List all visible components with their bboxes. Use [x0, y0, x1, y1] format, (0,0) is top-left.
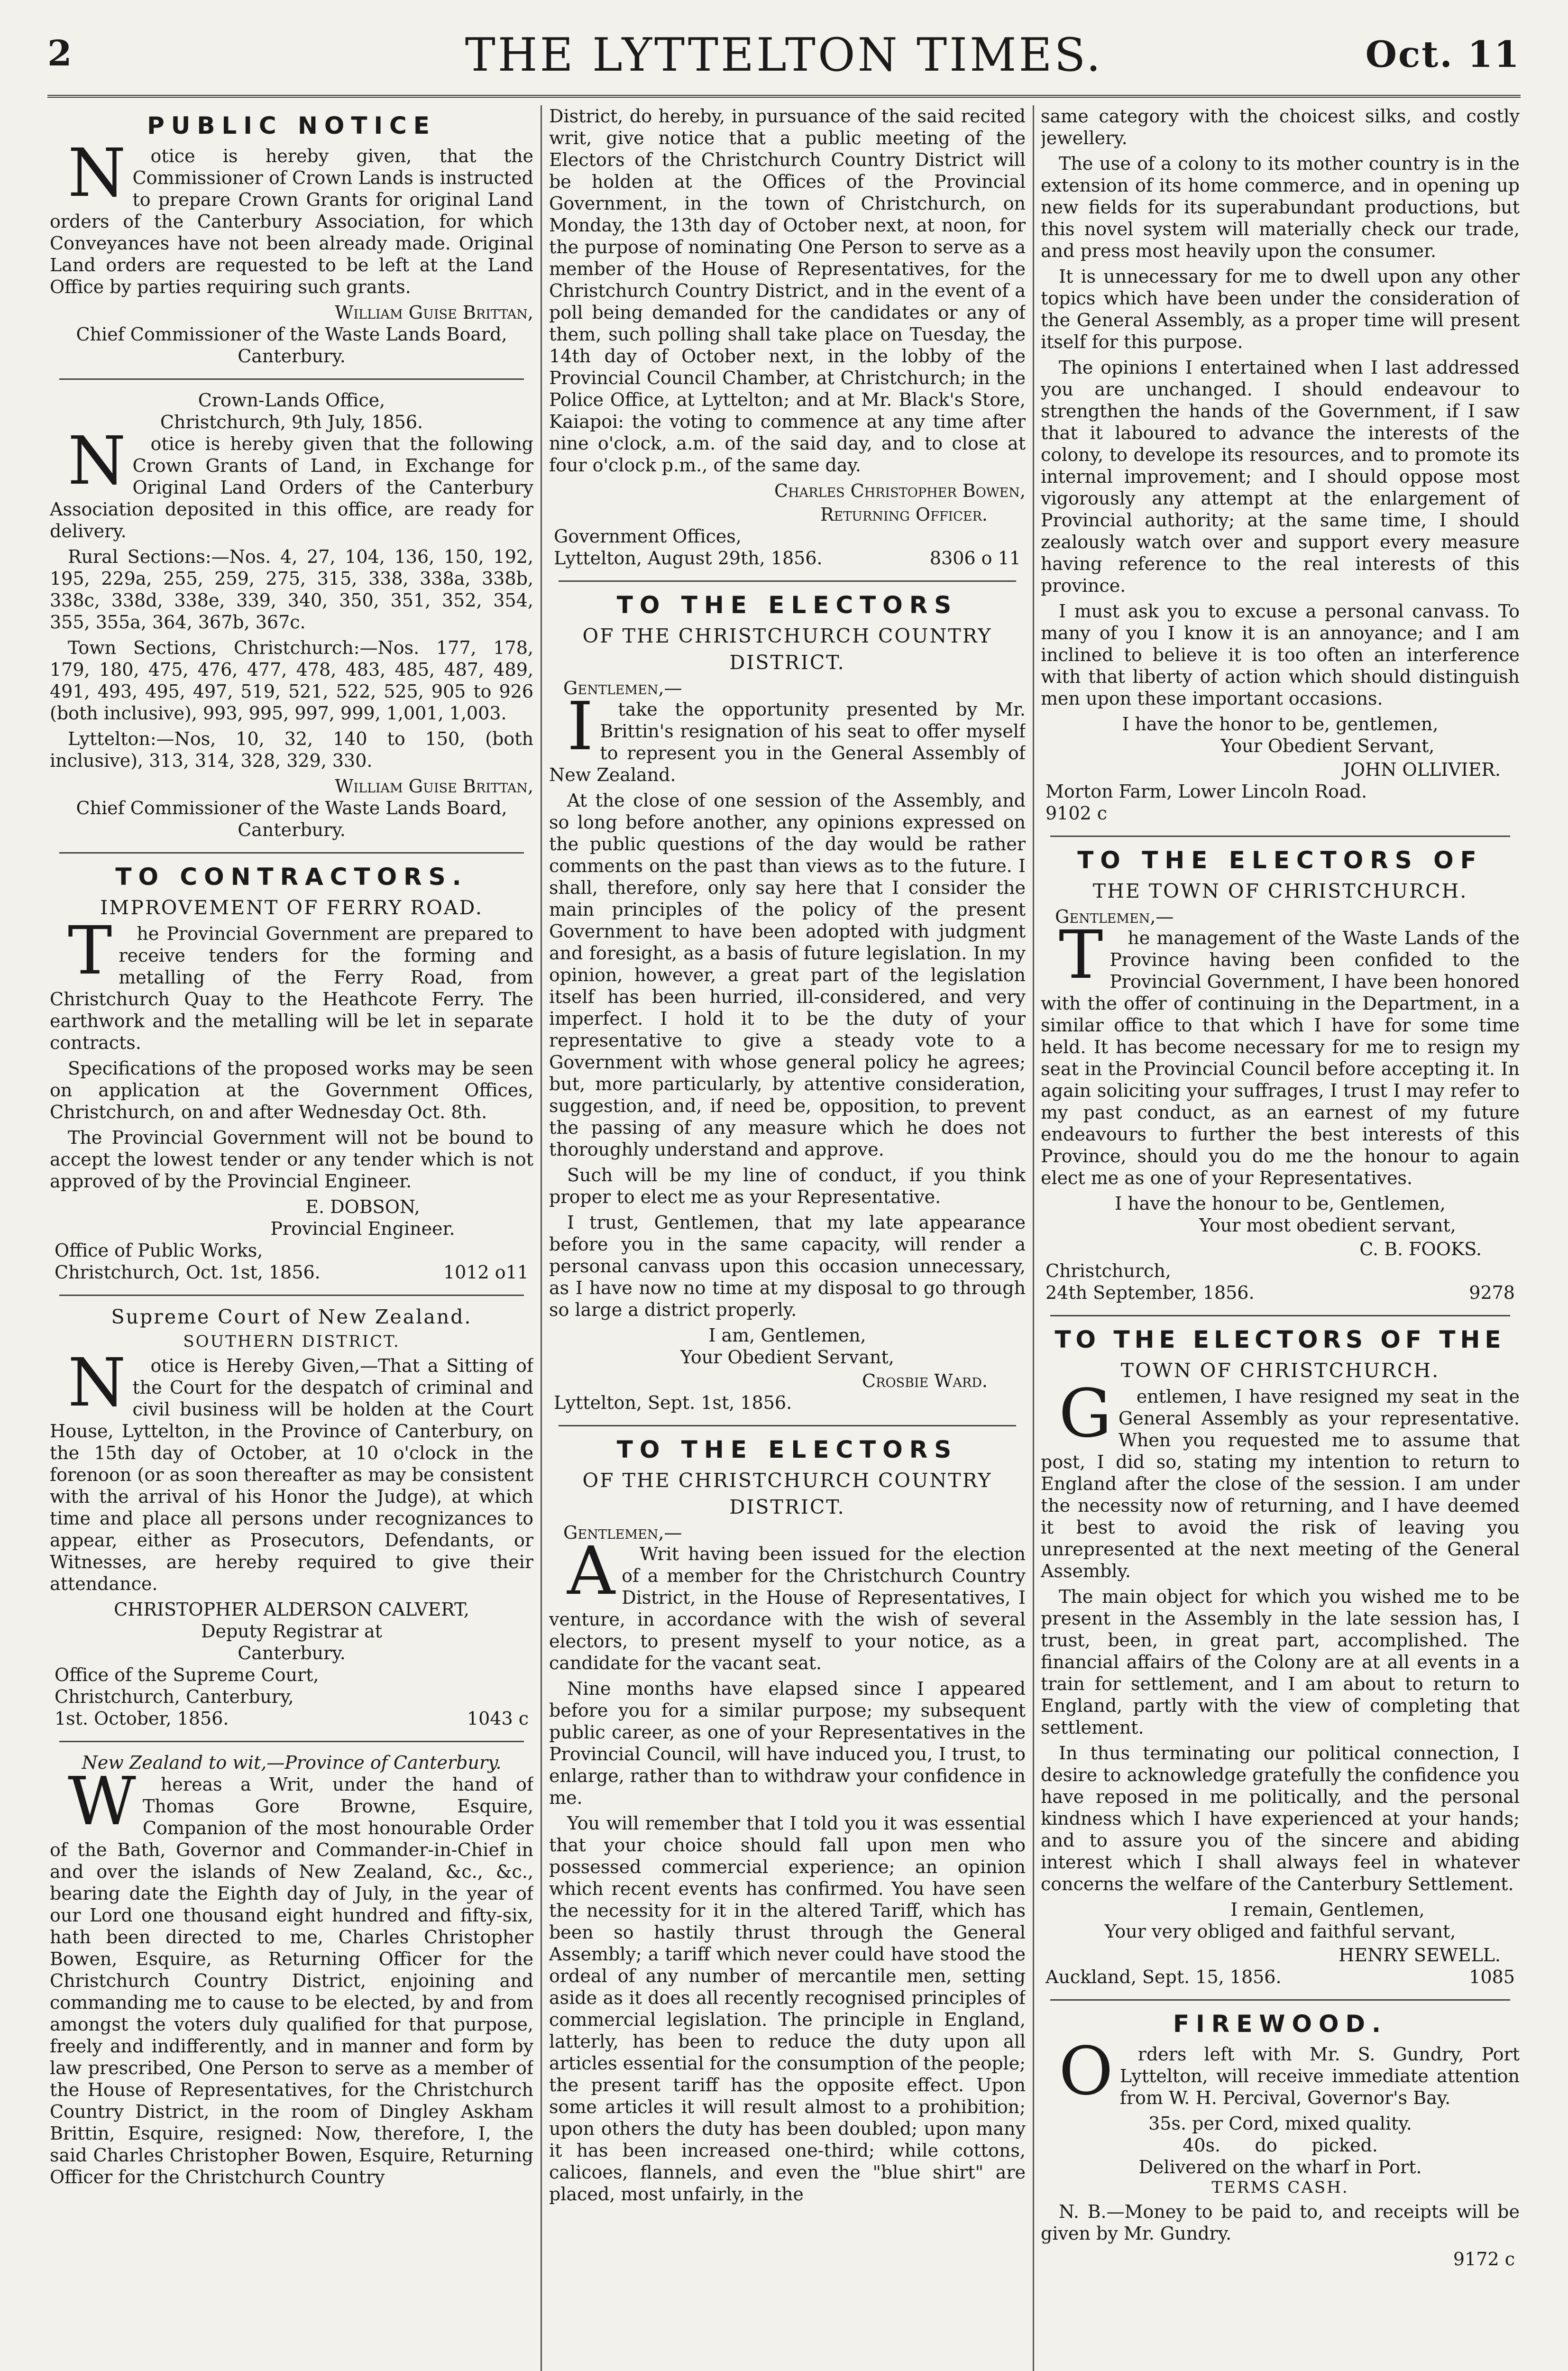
date-line [1041, 1282, 1520, 1304]
divider [59, 1741, 524, 1742]
date-line [549, 547, 1026, 569]
signature-title: Provincial Engineer. [270, 1218, 455, 1239]
divider [1050, 1999, 1510, 2001]
date: Auckland, Sept. 15, 1856. [1045, 1967, 1282, 1987]
ad-body: Gentlemen, I have resigned my seat in the General Assembly as your representative. When you requested me to assume that post, I did so, stating my intention to return to England after the close of the session. I am under the necessity now of returning, and I have deemed it best to avoid the risk of leaving you unrepresented at the next meeting of the General Assembly. [1041, 1375, 1520, 1581]
header-rule [47, 95, 1521, 98]
place-date: Christchurch, 9th July, 1856. [160, 412, 423, 432]
ad-body: The management of the Waste Lands of the Province having been confided to the Provincial Government, I have been honored with the offer of continuing in the Department, in a similar office to that which I have for some time held. It has become necessary for me to resign my seat in the Provincial Council before accepting it. In again soliciting your suffrages, I trust I may refer to my past conduct, as an earnest of my future endeavours to further the best interests of this Province, should you do me the honour to again elect me as one of your Representatives. [1041, 917, 1520, 1188]
signature-name: Charles Christopher Bowen, [774, 480, 1026, 501]
ad-body: The use of a colony to its mother country is in the extension of its home commerce, and in opening up new fields for its superabundant productions, but this novel system will materially check our trade, and press most heavily upon the consumer. [1041, 153, 1520, 261]
greeting: Gentlemen,— [563, 1522, 682, 1543]
firewood-ad [1041, 2010, 1520, 2270]
ad-body: same category with the choicest silks, and costly jewellery. [1041, 106, 1520, 148]
writ-ad [50, 1752, 533, 2188]
office: Office of the Supreme Court, [55, 1664, 319, 1685]
newspaper-title: THE LYTTELTON TIMES. [465, 28, 1103, 82]
ad-body: District, do hereby, in pursuance of the said recited writ, give notice that a public meeting of the Electors of the Christchurch Country District will be holden at the Offices of the Provincial Government, in the town of Christchurch, on Monday, the 13th day of October next, at noon, for the purpose of nominating One Person to serve as a member of the House of Representatives, for the Christchurch Country District, and in the event of a poll being demanded for the candidates or any of them, such polling shall take place on Tuesday, the 14th day of October next, in the lobby of the Provincial Council Chamber, at Christchurch; in the Police Office, at Lyttelton; and at Mr. Black's Store, Kaiapoi: the voting to commence at any time after nine o'clock, a.m. of the said day, and to close at four o'clock p.m., of the same day. [549, 106, 1026, 476]
closing: Your Obedient Servant, [680, 1347, 894, 1368]
rural-sections: Rural Sections:—Nos. 4, 27, 104, 136, 150, 192, 195, 229a, 255, 259, 275, 315, 338, 338a, 338b, 338c, 338d, 338e, 339, 340, 350, 351, 352, 354, 355, 355a, 364, 367b, 367c. [50, 546, 533, 633]
date: Christchurch, Oct. 1st, 1856. [55, 1262, 321, 1283]
ad-body: In thus terminating our political connection, I desire to acknowledge gratefully the confidence you have reposed in me politically, and the personal kindness which I have experienced at your hands; and to assure you of the sincere and abiding interest which I shall always feel in whatever concerns the welfare of the Canterbury Settlement. [1041, 1743, 1520, 1894]
terms-line: TERMS CASH. [1211, 2178, 1349, 2197]
signature-name: E. DOBSON, [305, 1196, 420, 1217]
ad-subheading: OF THE CHRISTCHURCH COUNTRY [582, 1469, 992, 1492]
greeting: Gentlemen,— [563, 678, 682, 698]
ad-body: You will remember that I told you it was essential that your choice should fall upon men who possessed commercial experience; an opinion which recent events has confirmed. You have seen the necessity for it in the altered Tariff, which has been so hastily thrust through the General Assembly; a tariff which never could have stood the ordeal of any number of mercantile men, setting aside as it does all recently recognised principles of commercial legislation. The principle in England, latterly, has been to reduce the duty upon all articles essential for the consumption of the people; the present tariff has the opposite effect. Upon some articles it will result almost to a prohibition; upon others the duty has been doubled; upon many it has been increased one-third; while cottons, calicoes, flannels, and even the "blue shirt" are placed, most unfairly, in the [549, 1813, 1026, 2205]
ollivier-continued [1041, 105, 1520, 824]
ad-subheading: TOWN OF CHRISTCHURCH. [1120, 1359, 1440, 1382]
ad-body: AWrit having been issued for the election of a member for the Christchurch Country District, in the House of Representatives, I venture, in accordance with the wish of several electors, to present myself to your notice, as a candidate for the vacant seat. [549, 1533, 1026, 1673]
office-line [50, 1664, 533, 1686]
ad-body: Notice is hereby given, that the Commissioner of Crown Lands is instructed to prepare Crown Grants for original Land orders of the Canterbury Association, for which Conveyances have not been already made. Original Land orders are requested to be left at the Land Office by parties requiring such grants. [50, 135, 533, 297]
divider [59, 378, 524, 380]
ad-body: The Provincial Government are prepared to receive tenders for the forming and metalling of the Ferry Road, from Christchurch Quay to the Heathcote Ferry. The earthwork and the metalling will be let in separate contracts. [50, 912, 533, 1053]
ad-code: 9278 [1469, 1282, 1515, 1303]
office-line [50, 1240, 533, 1261]
ad-body: Whereas a Writ, under the hand of Thomas Gore Browne, Esquire, Companion of the most honourable Order of the Bath, Governor and Commander-in-Chief in and over the islands of New Zealand, &c., &c., bearing date the Eighth day of July, in the year of our Lord one thousand eight hundred and fifty-six, hath been directed to me, Charles Christopher Bowen, Esquire, as Returning Officer for the Christchurch Country District, enjoining and commanding me to cause to be elected, by and from amongst the voters duly qualified for that purpose, freely and indifferently, and in manner and form by law prescribed, One Person to serve as a member of the House of Representatives, for the Christchurch Country District, in the room of Dingley Askham Brittin, Esquire, resigned: Now, therefore, I, the said Charles Christopher Bowen, Esquire, Returning Officer for the Christchurch Country [50, 1763, 533, 2187]
ad-body: Itake the opportunity presented by Mr. Brittin's resignation of his seat to offer myself to represent you in the General Assembly of New Zealand. [549, 688, 1026, 785]
divider [1050, 836, 1510, 837]
date-line [1041, 1966, 1520, 1988]
ad-body: I must ask you to excuse a personal canvass. To many of you I know it is an annoyance; and I am inclined to believe it is too often an interference with that liberty of action which should distinguish men upon these important occasions. [1041, 601, 1520, 709]
address-line [1041, 781, 1520, 802]
office: Christchurch, Canterbury, [55, 1686, 294, 1707]
closing: I remain, Gentlemen, [1230, 1899, 1425, 1920]
ad-body: Notice is hereby given that the following Crown Grants of Land, in Exchange for Original Land Orders of the Canterbury Association deposited in this office, are ready for delivery. [50, 423, 533, 542]
date: 1st. October, 1856. [55, 1708, 229, 1729]
ad-heading: Supreme Court of New Zealand. [111, 1305, 472, 1328]
signature-title: Canterbury. [238, 1643, 346, 1663]
ad-subheading: OF THE CHRISTCHURCH COUNTRY [582, 625, 992, 647]
lyttelton-sections: Lyttelton:—Nos, 10, 32, 140 to 150, (both inclusive), 313, 314, 328, 329, 330. [50, 728, 533, 771]
ad-code: 9172 c [1453, 2249, 1515, 2270]
date-line [50, 1261, 533, 1283]
column-divider [1033, 105, 1034, 2371]
ad-heading: PUBLIC NOTICE [147, 112, 436, 139]
code-line [1041, 802, 1520, 824]
office-line [50, 1686, 533, 1708]
town-sections: Town Sections, Christchurch:—Nos. 177, 178, 179, 180, 475, 476, 477, 478, 483, 485, 487, 489, 491, 493, 495, 497, 519, 521, 522, 525, 905 to 926 (both inclusive), 993, 995, 997, 999, 1,001, 1,003. [50, 637, 533, 724]
signature-title: Returning Officer. [820, 504, 988, 525]
office: Government Offices, [554, 526, 742, 547]
date: 24th September, 1856. [1045, 1282, 1255, 1303]
ad-heading: FIREWOOD. [1173, 2010, 1388, 2038]
fooks-electors-ad [1041, 846, 1520, 1304]
ad-body: Specifications of the proposed works may be seen on application at the Government Offices, Christchurch, on and after Wednesday Oct. 8th. [50, 1058, 533, 1122]
ad-body: Notice is Hereby Given,—That a Sitting of the Court for the despatch of criminal and civil business will be holden at the Court House, Lyttelton, in the Province of Canterbury, on the 15th day of October, at 10 o'clock in the forenoon (or as soon thereafter as may be consistent with the arrival of his Honor the Judge), at which time and place all persons under recognizances to appear, either as Prosecutors, Defendants, or Witnesses, are hereby required to give their attendance. [50, 1344, 533, 1594]
ad-body: The Provincial Government will not be bound to accept the lowest tender or any tender which is not approved of by the Provincial Engineer. [50, 1127, 533, 1192]
closing: Your very obliged and faithful servant, [1104, 1921, 1456, 1942]
ad-heading: TO THE ELECTORS OF THE [1055, 1326, 1506, 1353]
ad-body: It is unnecessary for me to dwell upon any other topics which have been under the consideration of the General Assembly, as a proper time will present itself for this purpose. [1041, 266, 1520, 352]
ad-body: Nine months have elapsed since I appeared before you for a similar purpose; my subsequent public career, as one of your Representatives in the Provincial Council, will have induced you, I trust, to enlarge, rather than to withdraw your confidence in me. [549, 1678, 1026, 1808]
ad-body: At the close of one session of the Assembly, and so long before another, any opinions expressed on the public questions of the day would be rather comments on the past than views as to the future. I shall, therefore, only say here that I consider the main principles of the policy of the present Government to have been adopted with judgment and foresight, as a basis of future legislation. In my opinion, however, a great part of the legislation itself has been hurried, ill-considered, and very imperfect. I hold it to be the duty of your representative to give a steady vote to a Government with whose general policy he agrees; but, more particularly, by attentive consideration, suggestion, and, if need be, opposition, to prevent the passing of any measure which he does not thoroughly understand and approve. [549, 790, 1026, 1160]
ad-body: Orders left with Mr. S. Gundry, Port Lyttelton, will receive immediate attention from W. H. Percival, Governor's Bay. [1059, 2033, 1520, 2110]
issue-date: Oct. 11 [1365, 33, 1521, 75]
ad-subheading: DISTRICT. [729, 1496, 845, 1518]
signature-name: Crosbie Ward. [862, 1370, 988, 1391]
closing: Your most obedient servant, [1199, 1215, 1456, 1236]
place: Christchurch, [1045, 1260, 1171, 1281]
signature-name: William Guise Brittan, [335, 776, 533, 797]
ad-subheading: SOUTHERN DISTRICT. [183, 1332, 400, 1351]
column-1 [50, 105, 533, 2371]
office-line: Crown-Lands Office, [198, 390, 385, 411]
date-line [549, 1392, 1026, 1414]
divider [1050, 1315, 1510, 1316]
office: Office of Public Works, [55, 1240, 263, 1261]
signature-name: HENRY SEWELL. [1339, 1945, 1501, 1966]
signature-title: Chief Commissioner of the Waste Lands Board, Canterbury. [76, 798, 507, 840]
ad-body: I trust, Gentlemen, that my late appearance before you in the same capacity, will render a personal canvass upon this occasion unnecessary, as I have now no time at my disposal to go through so large a district properly. [549, 1212, 1026, 1320]
ad-body: The opinions I entertained when I last addressed you are unchanged. I should endeavour to strengthen the hands of the Government, if I saw that it laboured to advance the interests of the colony, to develope its resources, and to promote its internal improvement; and I should oppose most vigorously any attempt at the enlargement of Provincial authority; at the same time, I should zealously watch over and support every measure having reference to the real interests of this province. [1041, 357, 1520, 596]
date: Lyttelton, Sept. 1st, 1856. [554, 1392, 792, 1413]
masthead [47, 28, 1521, 90]
ad-heading: TO THE ELECTORS [616, 1436, 958, 1463]
divider [559, 1425, 1016, 1426]
ad-body: Such will be my line of conduct, if you think proper to elect me as your Representative. [549, 1165, 1026, 1207]
signature-title: Deputy Registrar at [201, 1621, 382, 1642]
crown-lands-ad [50, 389, 533, 841]
column-divider [541, 105, 542, 2371]
contractors-ad [50, 863, 533, 1283]
place-line [1041, 1260, 1520, 1282]
ad-subheading: IMPROVEMENT OF FERRY ROAD. [100, 896, 483, 919]
date: Lyttelton, August 29th, 1856. [554, 548, 823, 569]
sewell-electors-ad [1041, 1326, 1520, 1988]
ad-heading: TO THE ELECTORS OF [1077, 846, 1483, 874]
ad-body: N. B.—Money to be paid to, and receipts will be given by Mr. Gundry. [1041, 2201, 1520, 2244]
ad-subheading: DISTRICT. [729, 651, 845, 674]
column-2 [549, 105, 1026, 2371]
divider [59, 1295, 524, 1296]
ad-heading: New Zealand to wit,—Province of Canterbury. [82, 1752, 502, 1773]
signature-name: C. B. FOOKS. [1359, 1239, 1482, 1259]
closing: I have the honour to be, Gentlemen, [1115, 1193, 1446, 1214]
public-notice-ad [50, 112, 533, 367]
page-number: 2 [47, 33, 72, 74]
ad-heading: TO THE ELECTORS [616, 591, 958, 619]
ad-code: 1012 o11 [443, 1262, 529, 1283]
ollivier-electors-ad [549, 1436, 1026, 2205]
ad-heading: TO CONTRACTORS. [115, 863, 468, 891]
divider [59, 852, 524, 854]
signature-name: CHRISTOPHER ALDERSON CALVERT, [114, 1599, 469, 1620]
signature-name: JOHN OLLIVIER. [1343, 759, 1501, 780]
closing: Your Obedient Servant, [1220, 735, 1435, 756]
address: Morton Farm, Lower Lincoln Road. [1045, 781, 1367, 802]
writ-continued [549, 105, 1026, 569]
date-line [50, 1708, 533, 1729]
closing: I have the honor to be, gentlemen, [1122, 714, 1439, 735]
supreme-court-ad [50, 1305, 533, 1729]
delivery-line: Delivered on the wharf in Port. [1138, 2157, 1422, 2178]
column-3 [1041, 105, 1520, 2371]
ad-subheading: THE TOWN OF CHRISTCHURCH. [1092, 880, 1468, 902]
ward-electors-ad [549, 591, 1026, 1414]
ad-code: 9102 c [1045, 803, 1108, 824]
greeting: Gentlemen,— [1055, 906, 1174, 927]
ad-code: 1085 [1469, 1967, 1515, 1987]
divider [559, 580, 1016, 582]
price-line: 40s. do picked. [1183, 2135, 1378, 2156]
signature-title: Chief Commissioner of the Waste Lands Board, Canterbury. [76, 324, 507, 367]
signature-name: William Guise Brittan, [335, 302, 533, 323]
ad-body: The main object for which you wished me to be present in the Assembly in the late session has, I trust, been, in great part, accomplished. The financial affairs of the Colony are at all events in a train for settlement, and I am about to return to England, partly with the view of completing that settlement. [1041, 1586, 1520, 1738]
closing: I am, Gentlemen, [708, 1325, 866, 1346]
ad-code: 8306 o 11 [929, 548, 1021, 569]
price-line: 35s. per Cord, mixed quality. [1148, 2113, 1412, 2134]
office-line [549, 525, 1026, 547]
ad-code: 1043 c [467, 1708, 529, 1729]
